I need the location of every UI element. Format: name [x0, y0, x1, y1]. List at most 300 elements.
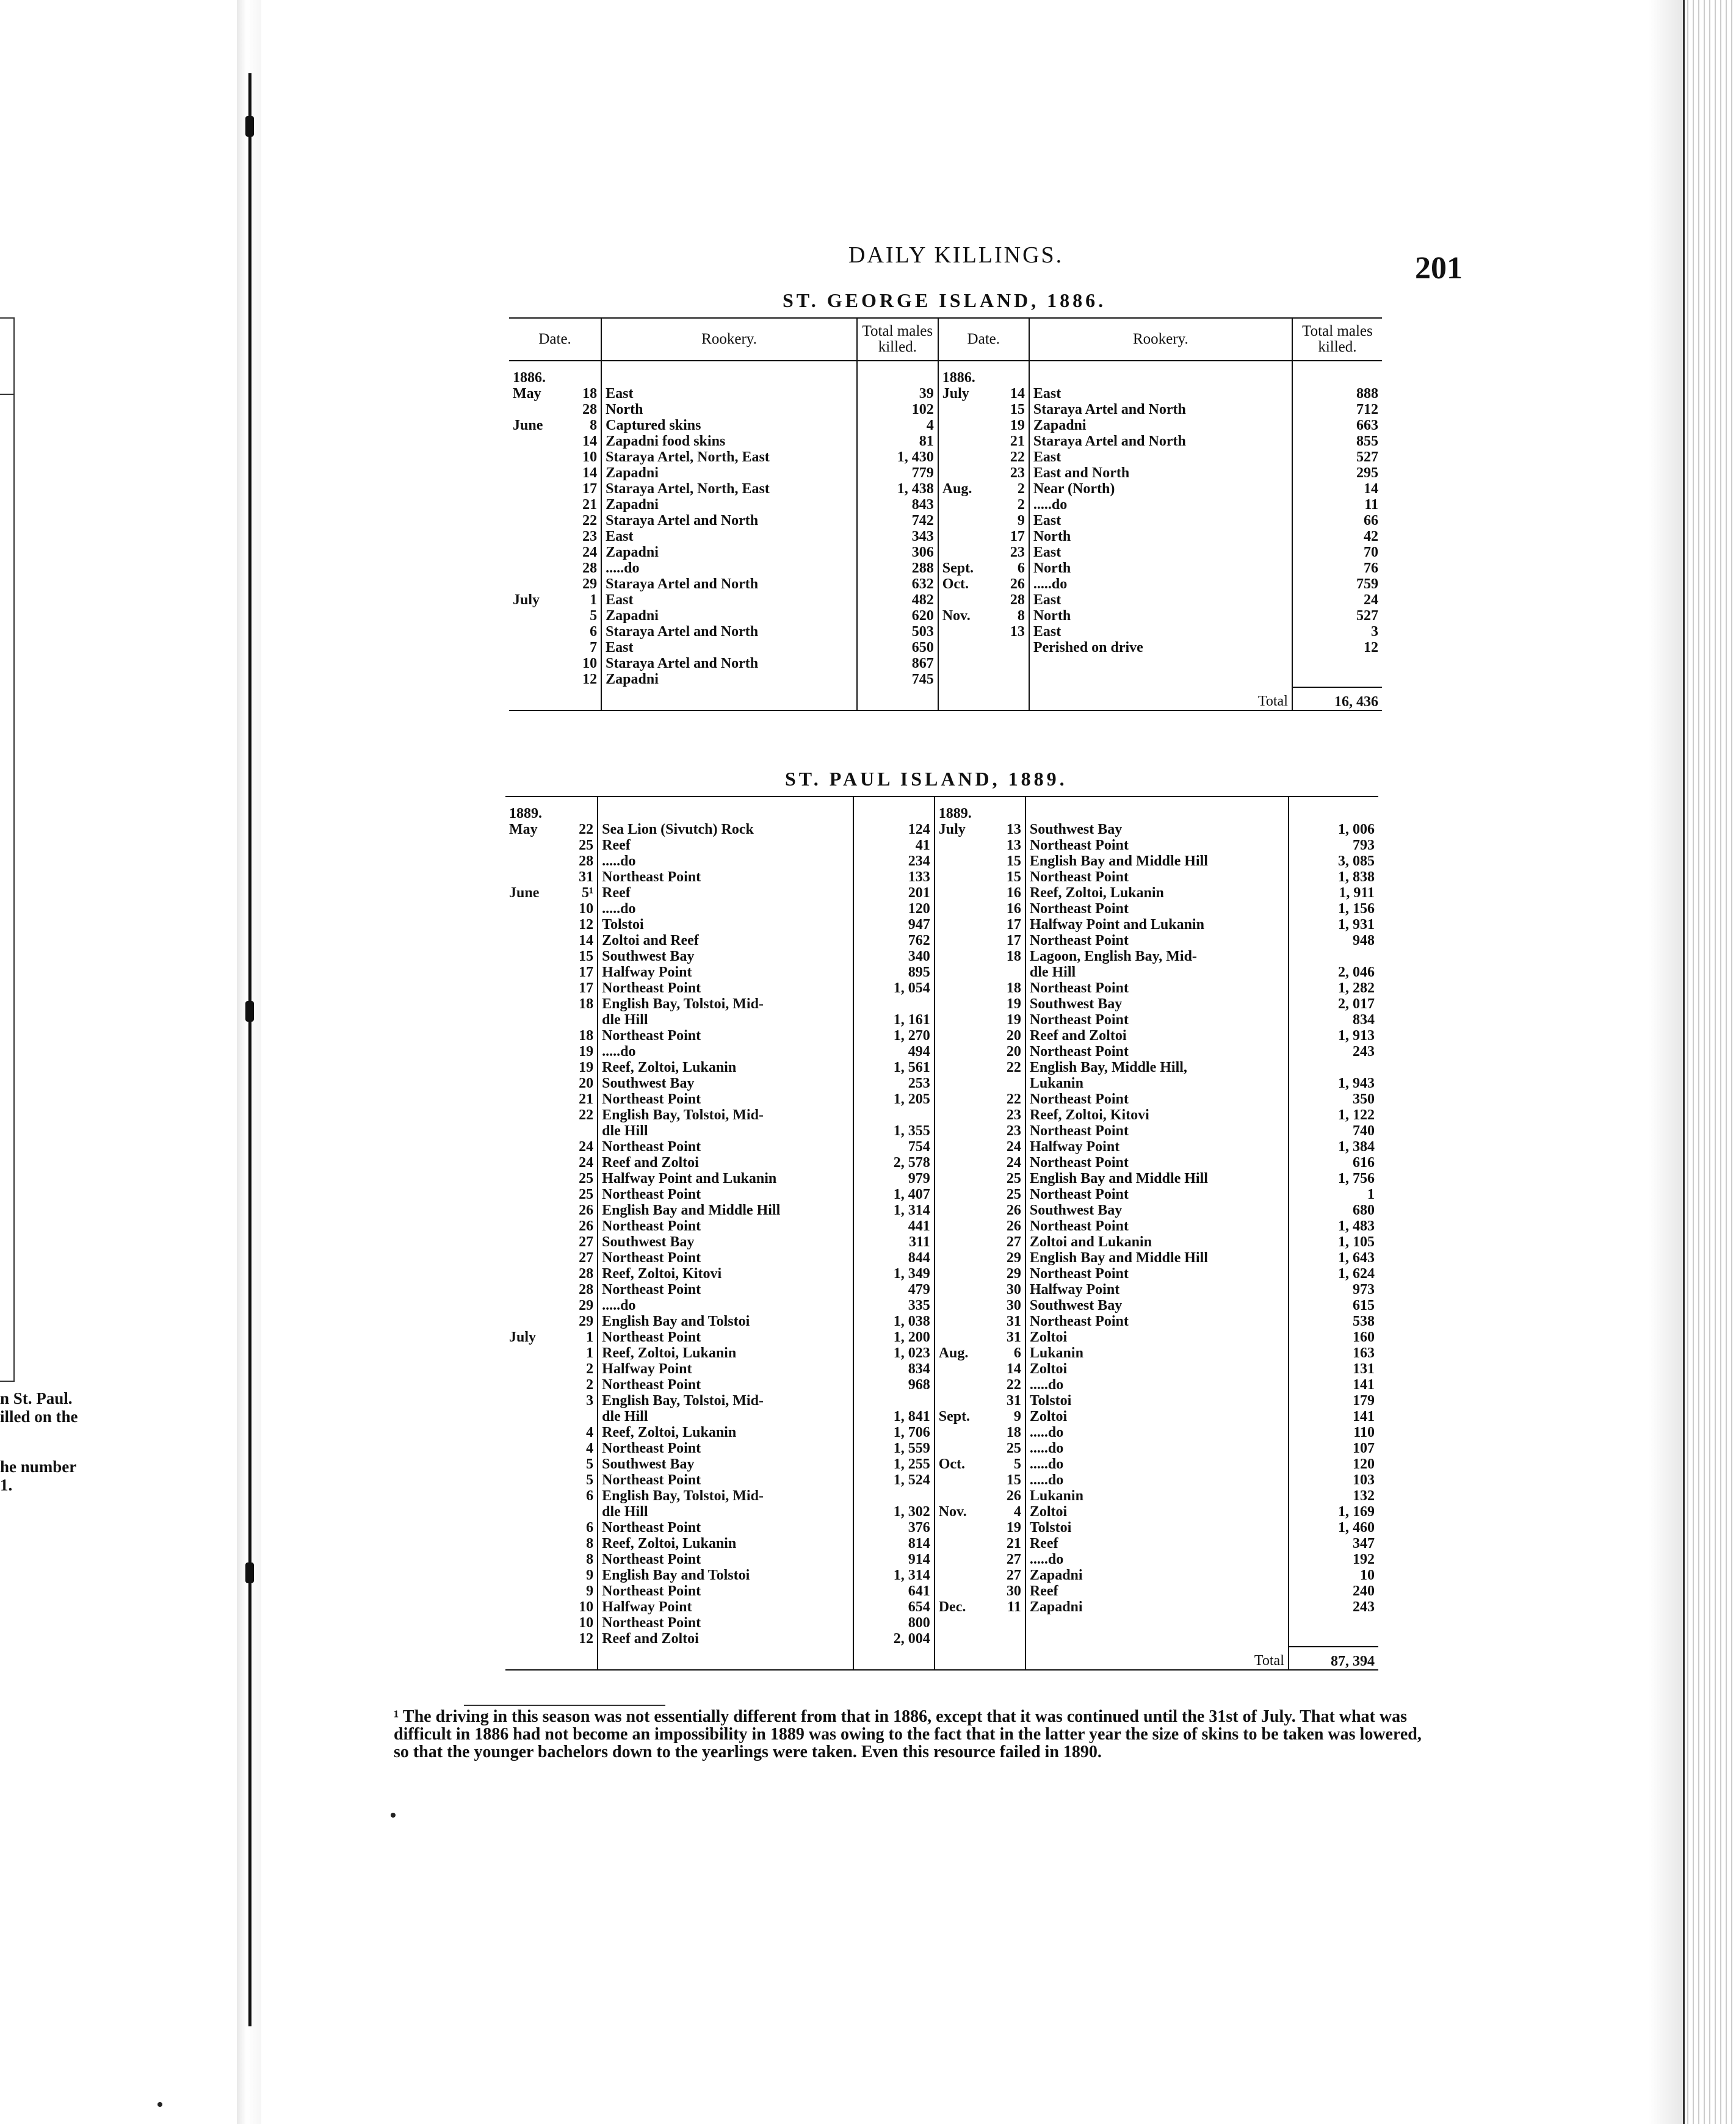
- date-month-cell: Oct.: [935, 1456, 987, 1472]
- date-month-cell: Sept.: [938, 560, 991, 576]
- rookery-cell: [1029, 671, 1292, 687]
- rookery-cell: Southwest Bay: [1025, 1298, 1289, 1313]
- rookery-cell: Zoltoi: [1025, 1504, 1289, 1520]
- date-day-cell: 20: [1006, 1028, 1021, 1044]
- table-row: [509, 576, 1382, 592]
- date-month-cell: [505, 837, 554, 853]
- rookery-cell: English Bay and Middle Hill: [1025, 853, 1289, 869]
- rookery-cell: Perished on drive: [1029, 640, 1292, 656]
- date-month-cell: [509, 465, 558, 481]
- date-day-cell: [987, 1615, 1025, 1631]
- total-cell: 340: [853, 948, 935, 964]
- date-month-cell: [935, 980, 987, 996]
- total-cell: 759: [1292, 576, 1382, 592]
- rookery-cell: Zoltoi: [1025, 1409, 1289, 1425]
- rookery-cell: Northeast Point: [1025, 1313, 1289, 1329]
- rookery-cell: Southwest Bay: [1025, 996, 1289, 1012]
- st-george-table: [509, 317, 1382, 712]
- rookery-cell: Northeast Point: [1025, 1091, 1289, 1107]
- date-day-cell: [991, 656, 1029, 671]
- total-cell: 834: [853, 1361, 935, 1377]
- date-day-cell: 22: [582, 513, 598, 529]
- total-cell: 641: [853, 1583, 935, 1599]
- date-day-cell: 9: [1013, 1409, 1021, 1425]
- date-month-cell: June: [509, 885, 540, 901]
- date-month-cell: [935, 1440, 987, 1456]
- total-cell: 76: [1292, 560, 1382, 576]
- total-cell: 1, 407: [853, 1187, 935, 1202]
- rookery-cell: East: [1029, 592, 1292, 608]
- rookery-cell: Halfway Point: [1025, 1282, 1289, 1298]
- date-day-cell: 6: [586, 1488, 594, 1504]
- rookery-cell: Northeast Point: [598, 1282, 853, 1298]
- date-day-cell: 18: [579, 1028, 594, 1044]
- date-day-cell: 29: [582, 576, 598, 592]
- total-cell: 1, 255: [853, 1456, 935, 1472]
- rookery-cell: Reef: [598, 885, 853, 901]
- rookery-cell: East: [601, 386, 857, 402]
- blank-cell: [991, 687, 1029, 710]
- date-month-cell: Nov.: [935, 1504, 987, 1520]
- total-cell: 742: [857, 513, 938, 529]
- rookery-cell: North: [1029, 608, 1292, 624]
- date-month-cell: [505, 1567, 554, 1583]
- rookery-cell: Northeast Point: [1025, 869, 1289, 885]
- table-row: [509, 608, 1382, 624]
- table-row: [505, 1472, 1378, 1488]
- table-row: [505, 1155, 1378, 1171]
- table-row: [505, 869, 1378, 885]
- date-day-cell: 28: [579, 1282, 594, 1298]
- date-day-cell: 21: [579, 1091, 594, 1107]
- rookery-cell: dle Hill: [598, 1409, 853, 1425]
- total-cell: 41: [853, 837, 935, 853]
- total-cell: 1, 624: [1289, 1266, 1378, 1282]
- date-month-cell: [935, 1218, 987, 1234]
- table-row: [509, 529, 1382, 544]
- date-day-cell: 19: [1006, 1520, 1021, 1536]
- table-row: [505, 1187, 1378, 1202]
- page-stack-edges: [1683, 0, 1736, 2124]
- date-day-cell: 24: [579, 1139, 594, 1155]
- blank-cell: [938, 687, 991, 710]
- rookery-cell: Halfway Point: [1025, 1139, 1289, 1155]
- date-month-cell: [938, 624, 991, 640]
- bottom-rule-cell: [505, 1670, 1378, 1672]
- date-day-cell: 26: [579, 1202, 594, 1218]
- date-day-cell: 19: [1010, 417, 1025, 433]
- table-row: [505, 1218, 1378, 1234]
- blank-cell: [598, 1647, 853, 1670]
- rookery-cell: Staraya Artel and North: [601, 576, 857, 592]
- date-day-cell: 25: [1006, 1440, 1021, 1456]
- date-day-cell: 14: [582, 433, 598, 449]
- ink-speck: [391, 1813, 396, 1818]
- date-day-cell: 6: [590, 624, 598, 640]
- facing-page-rule: [0, 394, 13, 395]
- date-day-cell: 13: [1006, 837, 1021, 853]
- total-cell: 107: [1289, 1440, 1378, 1456]
- blank-cell: [558, 687, 602, 710]
- total-cell: 482: [857, 592, 938, 608]
- date-day-cell: 6: [1017, 560, 1025, 576]
- date-month-cell: [509, 513, 558, 529]
- date-month-cell: [509, 624, 558, 640]
- total-cell: 141: [1289, 1377, 1378, 1393]
- date-month-cell: [505, 1044, 554, 1060]
- blank-cell: [857, 687, 938, 710]
- total-cell: 24: [1292, 592, 1382, 608]
- facing-page-text-line: illed on the: [0, 1407, 78, 1426]
- rookery-cell: Zapadni: [1029, 417, 1292, 433]
- rookery-cell: Reef, Zoltoi, Kitovi: [598, 1266, 853, 1282]
- total-cell: 132: [1289, 1488, 1378, 1504]
- total-cell: 70: [1292, 544, 1382, 560]
- rookery-cell: English Bay, Tolstoi, Mid-: [598, 1393, 853, 1409]
- date-month-cell: [505, 1028, 554, 1044]
- total-value: 87, 394: [1289, 1647, 1378, 1670]
- rookery-cell: North: [1029, 529, 1292, 544]
- facing-page-text-line: 1.: [0, 1476, 13, 1494]
- date-month-cell: [509, 481, 558, 497]
- date-month-cell: [938, 529, 991, 544]
- table-row: [505, 1409, 1378, 1425]
- total-cell: 131: [1289, 1361, 1378, 1377]
- date-month-cell: [505, 1171, 554, 1187]
- total-cell: 335: [853, 1298, 935, 1313]
- total-cell: 1, 105: [1289, 1234, 1378, 1250]
- total-row: [505, 1647, 1378, 1670]
- table-row: [509, 449, 1382, 465]
- blank-cell: [853, 1647, 935, 1670]
- table-row: [505, 1091, 1378, 1107]
- rookery-cell: East: [601, 529, 857, 544]
- total-cell: 133: [853, 869, 935, 885]
- total-cell: [1289, 1060, 1378, 1075]
- total-cell: 1, 270: [853, 1028, 935, 1044]
- table-row: [509, 417, 1382, 433]
- date-day-cell: 13: [1010, 624, 1025, 640]
- rookery-cell: .....do: [1029, 497, 1292, 513]
- rookery-cell: Staraya Artel, North, East: [601, 449, 857, 465]
- date-month-cell: [505, 980, 554, 996]
- date-day-cell: 6: [586, 1520, 594, 1536]
- date-month-cell: [509, 576, 558, 592]
- date-month-cell: [935, 1123, 987, 1139]
- rookery-cell: Staraya Artel and North: [1029, 402, 1292, 417]
- total-cell: 479: [853, 1282, 935, 1298]
- date-month-cell: [505, 1425, 554, 1440]
- date-day-cell: 10: [582, 449, 598, 465]
- date-month-cell: [505, 996, 554, 1012]
- total-cell: 538: [1289, 1313, 1378, 1329]
- table-row: [505, 822, 1378, 837]
- total-cell: 814: [853, 1536, 935, 1551]
- date-month-cell: [505, 853, 554, 869]
- table-row: [505, 1377, 1378, 1393]
- date-day-cell: 27: [1006, 1551, 1021, 1567]
- date-day-cell: [558, 361, 602, 386]
- date-month-cell: [935, 869, 987, 885]
- date-month-cell: [509, 656, 558, 671]
- table-row: [505, 948, 1378, 964]
- table-row: [505, 1202, 1378, 1218]
- table-row: [505, 1599, 1378, 1615]
- date-month-cell: [509, 671, 558, 687]
- rookery-cell: [1025, 1631, 1289, 1647]
- total-cell: 39: [857, 386, 938, 402]
- date-month-cell: [505, 1250, 554, 1266]
- table-row: [505, 1504, 1378, 1520]
- date-day-cell: 12: [579, 1631, 594, 1647]
- date-day-cell: 23: [1006, 1123, 1021, 1139]
- ink-speck: [157, 2102, 162, 2107]
- blank-cell: [987, 1647, 1025, 1670]
- rookery-cell: Southwest Bay: [598, 1234, 853, 1250]
- facing-page-text-line: n St. Paul.: [0, 1389, 73, 1407]
- total-cell: 843: [857, 497, 938, 513]
- rookery-cell: East: [1029, 624, 1292, 640]
- total-cell: 680: [1289, 1202, 1378, 1218]
- total-cell: 632: [857, 576, 938, 592]
- total-cell: 1, 931: [1289, 917, 1378, 933]
- rookery-cell: Zapadni: [601, 465, 857, 481]
- total-cell: 3, 085: [1289, 853, 1378, 869]
- date-day-cell: 2: [1017, 497, 1025, 513]
- total-cell: 663: [1292, 417, 1382, 433]
- table-row: [505, 1440, 1378, 1456]
- total-cell: [1289, 948, 1378, 964]
- date-month-cell: [938, 671, 991, 687]
- rookery-cell: Northeast Point: [1025, 1044, 1289, 1060]
- rookery-cell: Halfway Point and Lukanin: [598, 1171, 853, 1187]
- total-cell: [1292, 361, 1382, 386]
- total-cell: 1, 913: [1289, 1028, 1378, 1044]
- rookery-cell: Southwest Bay: [1025, 822, 1289, 837]
- rookery-cell: .....do: [1025, 1377, 1289, 1393]
- date-day-cell: 5: [586, 1456, 594, 1472]
- date-day-cell: 26: [1006, 1218, 1021, 1234]
- date-month-cell: [935, 1425, 987, 1440]
- total-cell: 4: [857, 417, 938, 433]
- date-day-cell: 22: [1006, 1091, 1021, 1107]
- total-row: [509, 687, 1382, 710]
- date-month-cell: [935, 1250, 987, 1266]
- total-cell: 1: [1289, 1187, 1378, 1202]
- date-day-cell: 26: [1006, 1202, 1021, 1218]
- table-row: [505, 1361, 1378, 1377]
- rookery-cell: [598, 796, 853, 822]
- total-cell: 192: [1289, 1551, 1378, 1567]
- rookery-cell: Northeast Point: [598, 980, 853, 996]
- total-cell: 616: [1289, 1155, 1378, 1171]
- rookery-cell: .....do: [1025, 1425, 1289, 1440]
- date-day-cell: [987, 796, 1025, 822]
- rookery-cell: Northeast Point: [598, 1187, 853, 1202]
- date-day-cell: 26: [579, 1218, 594, 1234]
- date-day-cell: 18: [1006, 948, 1021, 964]
- date-day-cell: 14: [1006, 1361, 1021, 1377]
- total-cell: 102: [857, 402, 938, 417]
- date-month-cell: [509, 640, 558, 656]
- table-row: [505, 1488, 1378, 1504]
- date-month-cell: May: [513, 386, 541, 402]
- table-row: [509, 361, 1382, 386]
- date-month-cell: [505, 869, 554, 885]
- date-month-cell: [505, 1234, 554, 1250]
- table-row: [505, 1313, 1378, 1329]
- binding-cord: [245, 73, 254, 2026]
- total-cell: 243: [1289, 1599, 1378, 1615]
- date-day-cell: 25: [579, 1171, 594, 1187]
- date-day-cell: 11: [1007, 1599, 1021, 1615]
- rookery-cell: Northeast Point: [1025, 837, 1289, 853]
- date-day-cell: 18: [1006, 1425, 1021, 1440]
- total-cell: 42: [1292, 529, 1382, 544]
- total-cell: 1, 282: [1289, 980, 1378, 996]
- rookery-cell: Zapadni: [1025, 1599, 1289, 1615]
- total-cell: 494: [853, 1044, 935, 1060]
- date-month-cell: [505, 1139, 554, 1155]
- date-day-cell: 22: [579, 1107, 594, 1123]
- rookery-cell: .....do: [1025, 1456, 1289, 1472]
- total-cell: [853, 1488, 935, 1504]
- date-month-cell: [935, 1202, 987, 1218]
- rookery-cell: Northeast Point: [598, 1329, 853, 1345]
- total-cell: 14: [1292, 481, 1382, 497]
- rookery-cell: .....do: [598, 1298, 853, 1313]
- rookery-cell: .....do: [601, 560, 857, 576]
- date-day-cell: 8: [1017, 608, 1025, 624]
- date-day-cell: 2: [586, 1377, 594, 1393]
- date-month-cell: [935, 1012, 987, 1028]
- total-cell: 66: [1292, 513, 1382, 529]
- date-day-cell: 27: [1006, 1234, 1021, 1250]
- date-day-cell: 27: [579, 1234, 594, 1250]
- rookery-cell: Staraya Artel, North, East: [601, 481, 857, 497]
- table-row: [505, 1044, 1378, 1060]
- rookery-cell: Reef and Zoltoi: [1025, 1028, 1289, 1044]
- date-day-cell: 9: [586, 1567, 594, 1583]
- date-day-cell: [991, 640, 1029, 656]
- table-row: [505, 1583, 1378, 1599]
- date-month-cell: [935, 1298, 987, 1313]
- total-cell: [853, 996, 935, 1012]
- date-month-cell: [935, 1567, 987, 1583]
- date-month-cell: [935, 1044, 987, 1060]
- rookery-cell: Zapadni: [601, 544, 857, 560]
- date-month-cell: [935, 1615, 987, 1631]
- date-day-cell: 31: [1006, 1329, 1021, 1345]
- rookery-cell: Reef, Zoltoi, Lukanin: [598, 1536, 853, 1551]
- total-cell: 2, 017: [1289, 996, 1378, 1012]
- table-row: [505, 1551, 1378, 1567]
- rookery-cell: Northeast Point: [1025, 1187, 1289, 1202]
- total-cell: 527: [1292, 608, 1382, 624]
- blank-cell: [505, 1647, 554, 1670]
- date-month-cell: [505, 948, 554, 964]
- date-day-cell: 21: [1006, 1536, 1021, 1551]
- date-day-cell: 23: [1010, 465, 1025, 481]
- date-day-cell: 17: [579, 980, 594, 996]
- date-month-cell: Dec.: [935, 1599, 987, 1615]
- date-month-cell: Aug.: [938, 481, 991, 497]
- date-month-cell: July: [938, 386, 991, 402]
- date-day-cell: 4: [586, 1440, 594, 1456]
- table-row: [509, 671, 1382, 687]
- table-row: [505, 1520, 1378, 1536]
- date-day-cell: 17: [1006, 917, 1021, 933]
- date-month-cell: [935, 901, 987, 917]
- date-day-cell: 23: [1006, 1107, 1021, 1123]
- total-cell: [1289, 1631, 1378, 1647]
- date-month-cell: [938, 417, 991, 433]
- rookery-cell: Tolstoi: [598, 917, 853, 933]
- table-row: [505, 1615, 1378, 1631]
- table-row: [509, 656, 1382, 671]
- total-cell: 1, 349: [853, 1266, 935, 1282]
- total-cell: 654: [853, 1599, 935, 1615]
- date-day-cell: 10: [579, 901, 594, 917]
- total-cell: 240: [1289, 1583, 1378, 1599]
- date-month-cell: [505, 1060, 554, 1075]
- date-month-cell: [505, 1202, 554, 1218]
- date-month-cell: [505, 1075, 554, 1091]
- st-paul-title: ST. PAUL ISLAND, 1889.: [785, 768, 1068, 790]
- rookery-cell: Northeast Point: [1025, 1266, 1289, 1282]
- rookery-cell: Tolstoi: [1025, 1393, 1289, 1409]
- date-day-cell: 10: [582, 656, 598, 671]
- date-month-cell: [505, 1298, 554, 1313]
- rookery-cell: Near (North): [1029, 481, 1292, 497]
- date-day-cell: 29: [1006, 1250, 1021, 1266]
- rookery-cell: Lukanin: [1025, 1488, 1289, 1504]
- date-day-cell: 10: [579, 1599, 594, 1615]
- rookery-cell: Northeast Point: [598, 1440, 853, 1456]
- rookery-cell: Zoltoi: [1025, 1329, 1289, 1345]
- total-cell: [857, 361, 938, 386]
- total-cell: [853, 1393, 935, 1409]
- date-month-cell: [938, 497, 991, 513]
- date-day-cell: 15: [1006, 869, 1021, 885]
- date-day-cell: 24: [582, 544, 598, 560]
- total-cell: 295: [1292, 465, 1382, 481]
- rookery-cell: dle Hill: [1025, 964, 1289, 980]
- rookery-cell: Reef, Zoltoi, Kitovi: [1025, 1107, 1289, 1123]
- rookery-cell: .....do: [1025, 1472, 1289, 1488]
- total-cell: 947: [853, 917, 935, 933]
- date-day-cell: [991, 361, 1029, 386]
- total-cell: [1292, 656, 1382, 671]
- date-month-cell: [935, 1234, 987, 1250]
- date-month-cell: [935, 1139, 987, 1155]
- date-day-cell: 3: [586, 1393, 594, 1409]
- table-row: [505, 980, 1378, 996]
- date-day-cell: 17: [1010, 529, 1025, 544]
- date-day-cell: 22: [1010, 449, 1025, 465]
- date-day-cell: 13: [1006, 822, 1021, 837]
- total-cell: 120: [1289, 1456, 1378, 1472]
- rookery-cell: Zoltoi and Reef: [598, 933, 853, 948]
- table-row: [505, 837, 1378, 853]
- table-row: [505, 1425, 1378, 1440]
- total-cell: 1, 384: [1289, 1139, 1378, 1155]
- date-day-cell: 30: [1006, 1282, 1021, 1298]
- rookery-cell: dle Hill: [598, 1012, 853, 1028]
- facing-page-table-edge: [0, 317, 15, 1382]
- total-cell: 141: [1289, 1409, 1378, 1425]
- date-month-cell: [935, 1520, 987, 1536]
